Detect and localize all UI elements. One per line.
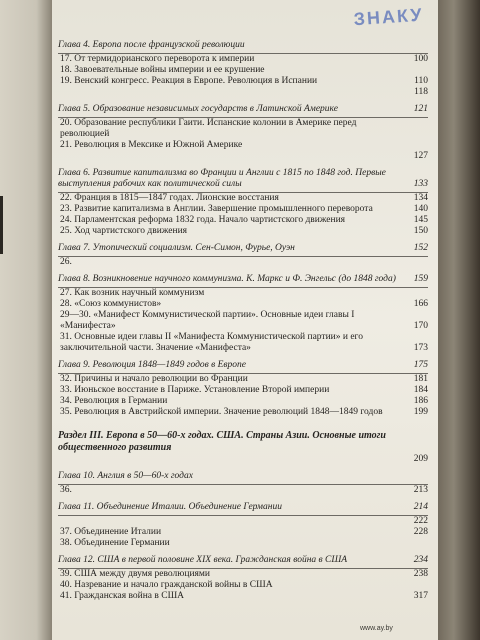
toc-entry-title: 40. Назревание и начало гражданской войны в США	[60, 580, 273, 590]
toc-chapter-heading	[58, 555, 428, 569]
toc-entry	[58, 226, 428, 237]
toc-page-number: 222	[413, 516, 428, 526]
toc-page-number: 100	[413, 54, 428, 64]
toc-entry-title: Глава 4. Европа после французской революции	[58, 40, 245, 50]
toc-page-number: 213	[413, 485, 428, 495]
toc-page-number: 145	[413, 215, 428, 225]
toc-entry	[58, 396, 428, 407]
toc-chapter-heading	[58, 168, 428, 193]
toc-entry-title: 38. Объединение Германии	[60, 538, 170, 548]
toc-entry-title: 19. Венский конгресс. Реакция в Европе. Революция в Испании	[60, 76, 318, 86]
toc-entry-title: 26.	[60, 257, 72, 267]
toc-page-number: 166	[413, 299, 428, 309]
toc-entry-title: Глава 9. Революция 1848—1849 годов в Европе	[58, 360, 247, 370]
toc-entry-title: 36.	[60, 485, 72, 495]
toc-page-number: 209	[413, 454, 428, 464]
toc-entry-title: Глава 7. Утопический социализм. Сен-Симон, Фурье, Оуэн	[58, 243, 295, 253]
toc-entry-title: 24. Парламентская реформа 1832 года. Начало чартистского движения	[60, 215, 346, 225]
left-page-edge	[0, 0, 52, 640]
toc-entry-title: 27. Как возник научный коммунизм	[60, 288, 205, 298]
toc-page-number: 140	[413, 204, 428, 214]
toc-entry	[58, 374, 428, 385]
toc-entry	[58, 87, 428, 98]
toc-entry-title: 17. От термидорианского переворота к империи	[60, 54, 255, 64]
toc-page-number: 150	[413, 226, 428, 236]
toc-entry	[58, 288, 428, 299]
toc-entry-title: Глава 5. Образование независимых государств в Латинской Америке	[58, 104, 338, 114]
toc-entry-title: 37. Объединение Италии	[60, 527, 162, 537]
toc-entry	[58, 569, 428, 580]
toc-page-number: 228	[413, 527, 428, 537]
toc-page-number: 317	[413, 591, 428, 601]
toc-page-number: 238	[413, 569, 428, 579]
toc-entry	[58, 485, 428, 496]
toc-entry	[58, 591, 428, 602]
toc-entry-title: 18. Завоевательные войны империи и ее крушение	[60, 65, 265, 75]
toc-page	[52, 0, 438, 640]
toc-entry-title: 22. Франция в 1815—1847 годах. Лионские восстания	[60, 193, 279, 203]
toc-chapter-heading	[58, 360, 428, 374]
toc-entry-title: 39. США между двумя революциями	[60, 569, 211, 579]
toc-entry	[58, 454, 428, 465]
toc-entry-title: 31. Основные идеи главы II «Манифеста Коммунистической партии» и его заключительной части. Значение «Манифеста»	[60, 332, 363, 353]
toc-entry-title: Раздел III. Европа в 50—60-х годах. США. Страны Азии. Основные итоги общественного развития	[58, 430, 386, 453]
toc-entry	[58, 215, 428, 226]
toc-page-number: 127	[413, 151, 428, 161]
stamp: ЗНАКУ	[353, 4, 425, 30]
toc-entry	[58, 538, 428, 549]
toc-entry-title: Глава 6. Развитие капитализма во Франции и Англии с 1815 по 1848 год. Первые выступления рабочих как политической силы	[58, 168, 386, 189]
toc-entry-title: 34. Революция в Германии	[60, 396, 168, 406]
toc-entry-title: 35. Революция в Австрийской империи. Значение революций 1848—1849 годов	[60, 407, 383, 417]
toc-chapter-heading	[58, 243, 428, 257]
toc-entry	[58, 76, 428, 87]
toc-page-number: 159	[413, 274, 428, 284]
toc-page-number: 186	[413, 396, 428, 406]
toc-page-number: 184	[413, 385, 428, 395]
toc-entry	[58, 204, 428, 215]
toc-page-number: 121	[413, 104, 428, 114]
toc-entry-title: 28. «Союз коммунистов»	[60, 299, 162, 309]
toc-entry-title: 23. Развитие капитализма в Англии. Завершение промышленного переворота	[60, 204, 373, 214]
toc-entry	[58, 407, 428, 418]
toc-entry	[58, 527, 428, 538]
toc-entry	[58, 54, 428, 65]
bracket-mark	[0, 196, 9, 254]
toc-page-number: 110	[414, 76, 428, 86]
toc-entry-title: Глава 10. Англия в 50—60-х годах	[58, 471, 193, 481]
watermark: www.ay.by	[360, 625, 393, 632]
toc-page-number: 214	[413, 502, 428, 512]
toc-page-number: 181	[413, 374, 428, 384]
toc-chapter-heading	[58, 40, 428, 54]
toc-entry	[58, 151, 428, 162]
toc-page-number: 152	[413, 243, 428, 253]
toc-entry	[58, 516, 428, 527]
toc-entry	[58, 257, 428, 268]
toc-entry	[58, 385, 428, 396]
toc-page-number: 118	[414, 87, 428, 97]
toc-page-number: 134	[413, 193, 428, 203]
toc-entry-title: 20. Образование республики Гаити. Испанские колонии в Америке перед революцией	[60, 118, 357, 139]
toc-entry	[58, 332, 428, 354]
toc-entry-title: 29—30. «Манифест Коммунистической партии». Основные идеи главы I «Манифеста»	[60, 310, 355, 331]
toc-entry	[58, 193, 428, 204]
toc-entry	[58, 65, 428, 76]
toc-entry	[58, 140, 428, 151]
toc-chapter-heading	[58, 471, 428, 485]
toc-chapter-heading	[58, 274, 428, 288]
toc-entry-title: Глава 8. Возникновение научного коммунизма. К. Маркс и Ф. Энгельс (до 1848 года)	[58, 274, 396, 284]
toc-entry-title: 33. Июньское восстание в Париже. Установление Второй империи	[60, 385, 330, 395]
toc-page-number: 173	[413, 343, 428, 353]
toc-entry-title: 32. Причины и начало революции во Франции	[60, 374, 248, 384]
toc-entry	[58, 118, 428, 140]
toc-entry	[58, 580, 428, 591]
toc-page-number: 170	[413, 321, 428, 331]
table-of-contents	[58, 34, 428, 602]
toc-entry-title: Глава 12. США в первой половине XIX века. Гражданская война в США	[58, 555, 348, 565]
toc-entry	[58, 299, 428, 310]
toc-page-number: 133	[413, 179, 428, 189]
book-cover-edge	[436, 0, 480, 640]
toc-entry-title: 41. Гражданская война в США	[60, 591, 185, 601]
toc-page-number: 175	[413, 360, 428, 370]
toc-entry-title: 25. Ход чартистского движения	[60, 226, 188, 236]
toc-entry	[58, 310, 428, 332]
toc-chapter-heading	[58, 104, 428, 118]
toc-part-heading	[58, 430, 428, 454]
toc-page-number: 234	[413, 555, 428, 565]
toc-page-number: 199	[413, 407, 428, 417]
toc-entry-title: Глава 11. Объединение Италии. Объединение Германии	[58, 502, 282, 512]
toc-chapter-heading	[58, 502, 428, 516]
toc-entry-title: 21. Революция в Мексике и Южной Америке	[60, 140, 243, 150]
